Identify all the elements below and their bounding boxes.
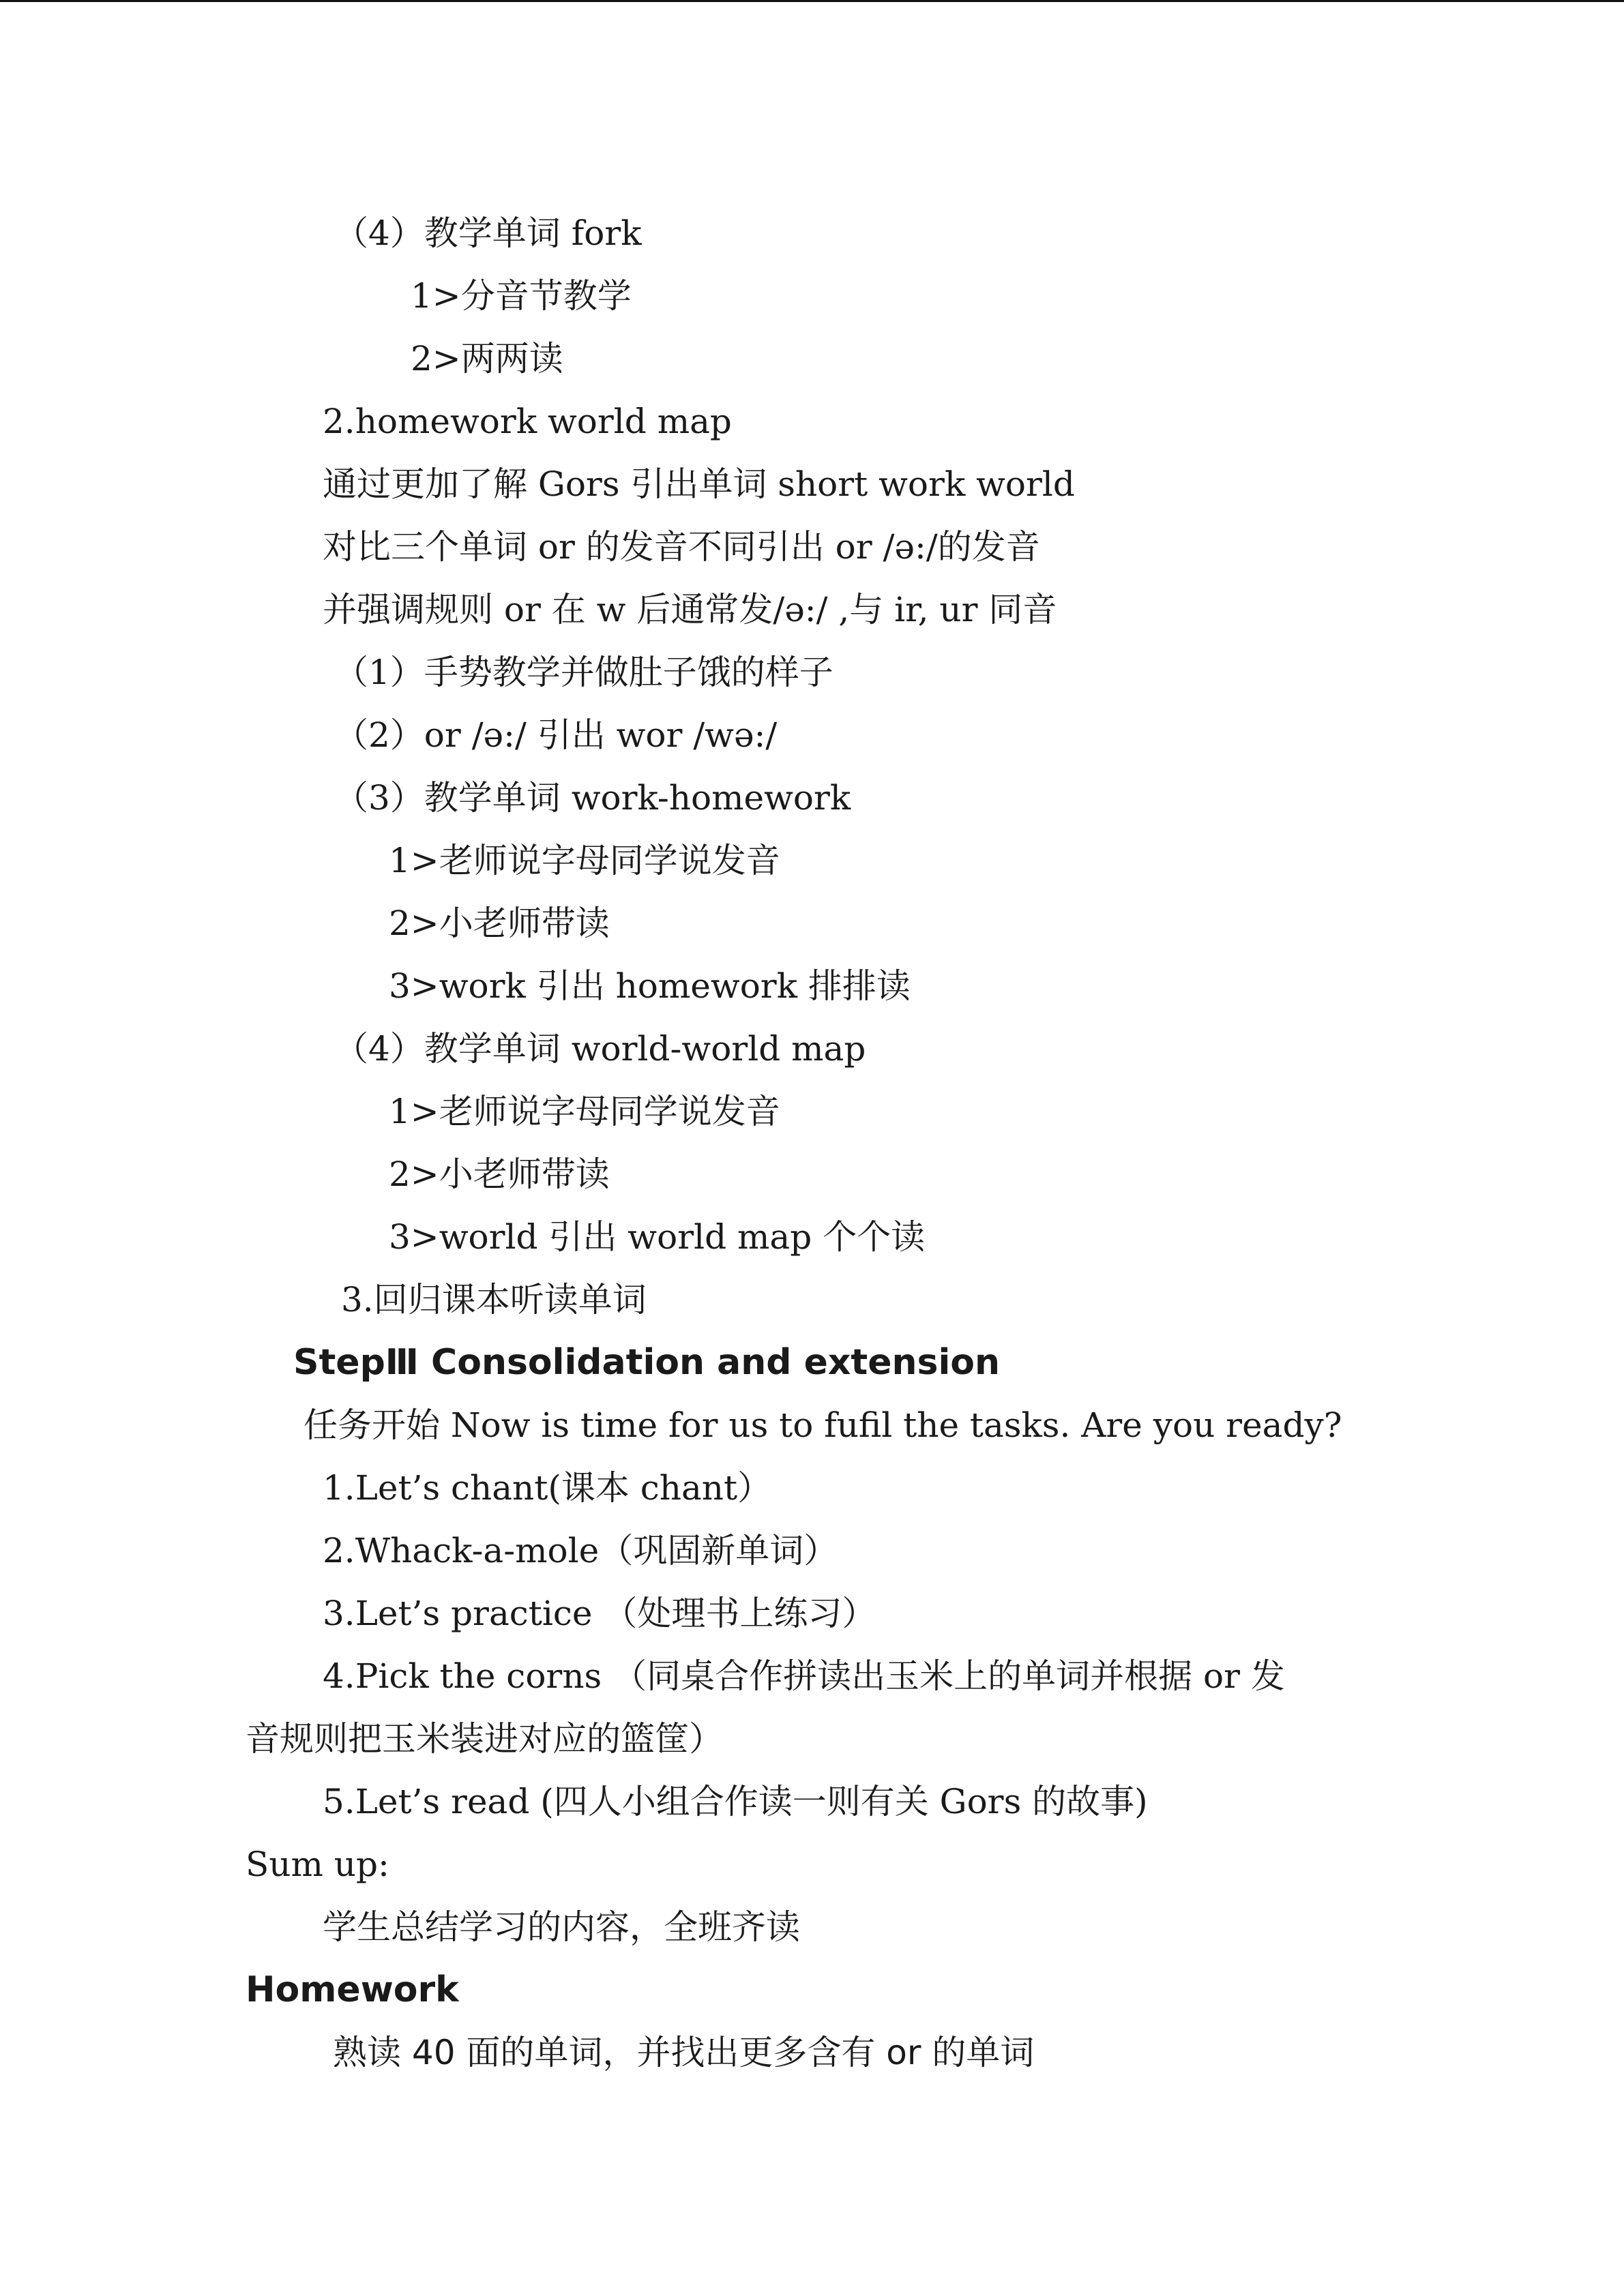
item-teach-fork: （4）教学单词 fork: [334, 213, 642, 253]
step-pair-reading: 2>两两读: [411, 339, 563, 378]
step-little-teacher-2: 2>小老师带读: [389, 1154, 610, 1194]
page-top-border: [0, 0, 1624, 2]
heading-sum-up: Sum up:: [246, 1845, 389, 1884]
para-rule-emphasis: 并强调规则 or 在 w 后通常发/ə:/ ,与 ir, ur 同音: [323, 590, 1057, 629]
task-lets-practice: 3.Let’s practice （处理书上练习）: [323, 1594, 876, 1633]
item-teach-world: （4）教学单词 world-world map: [334, 1029, 866, 1069]
section-homework-worldmap: 2.homework world map: [323, 402, 732, 441]
item-teach-work: （3）教学单词 work-homework: [334, 778, 851, 818]
item-gesture-teaching: （1）手势教学并做肚子饿的样子: [334, 653, 833, 692]
task-pick-corns-cont: 音规则把玉米装进对应的篮筐）: [246, 1719, 723, 1759]
step-row-reading: 3>work 引出 homework 排排读: [389, 966, 911, 1006]
para-compare-or: 对比三个单词 or 的发音不同引出 or /ə:/的发音: [323, 527, 1040, 567]
step-syllable-teaching: 1>分音节教学: [411, 276, 632, 316]
para-intro-words: 通过更加了解 Gors 引出单词 short work world: [323, 464, 1075, 504]
para-homework-task: 熟读 40 面的单词，并找出更多含有 or 的单词: [333, 2033, 1035, 2072]
step-letters-sounds-2: 1>老师说字母同学说发音: [389, 1092, 780, 1131]
task-whack-a-mole: 2.Whack-a-mole（巩固新单词）: [323, 1531, 838, 1570]
task-lets-read: 5.Let’s read (四人小组合作读一则有关 Gors 的故事): [323, 1782, 1148, 1821]
task-pick-corns: 4.Pick the corns （同桌合作拼读出玉米上的单词并根据 or 发: [323, 1656, 1285, 1696]
step-letters-sounds: 1>老师说字母同学说发音: [389, 841, 780, 880]
heading-step3: StepⅢ Consolidation and extension: [293, 1342, 1001, 1383]
step-little-teacher: 2>小老师带读: [389, 904, 610, 943]
para-task-start: 任务开始 Now is time for us to fufil the tasks. Are you ready?: [304, 1405, 1342, 1445]
task-lets-chant: 1.Let’s chant(课本 chant）: [323, 1468, 772, 1508]
step-individual-reading: 3>world 引出 world map 个个读: [389, 1217, 926, 1257]
heading-homework: Homework: [246, 1969, 459, 2010]
para-summary: 学生总结学习的内容，全班齐读: [323, 1907, 800, 1947]
item-or-to-wor: （2）or /ə:/ 引出 wor /wə:/: [334, 715, 778, 755]
section-textbook-listen: 3.回归课本听读单词: [341, 1280, 647, 1320]
